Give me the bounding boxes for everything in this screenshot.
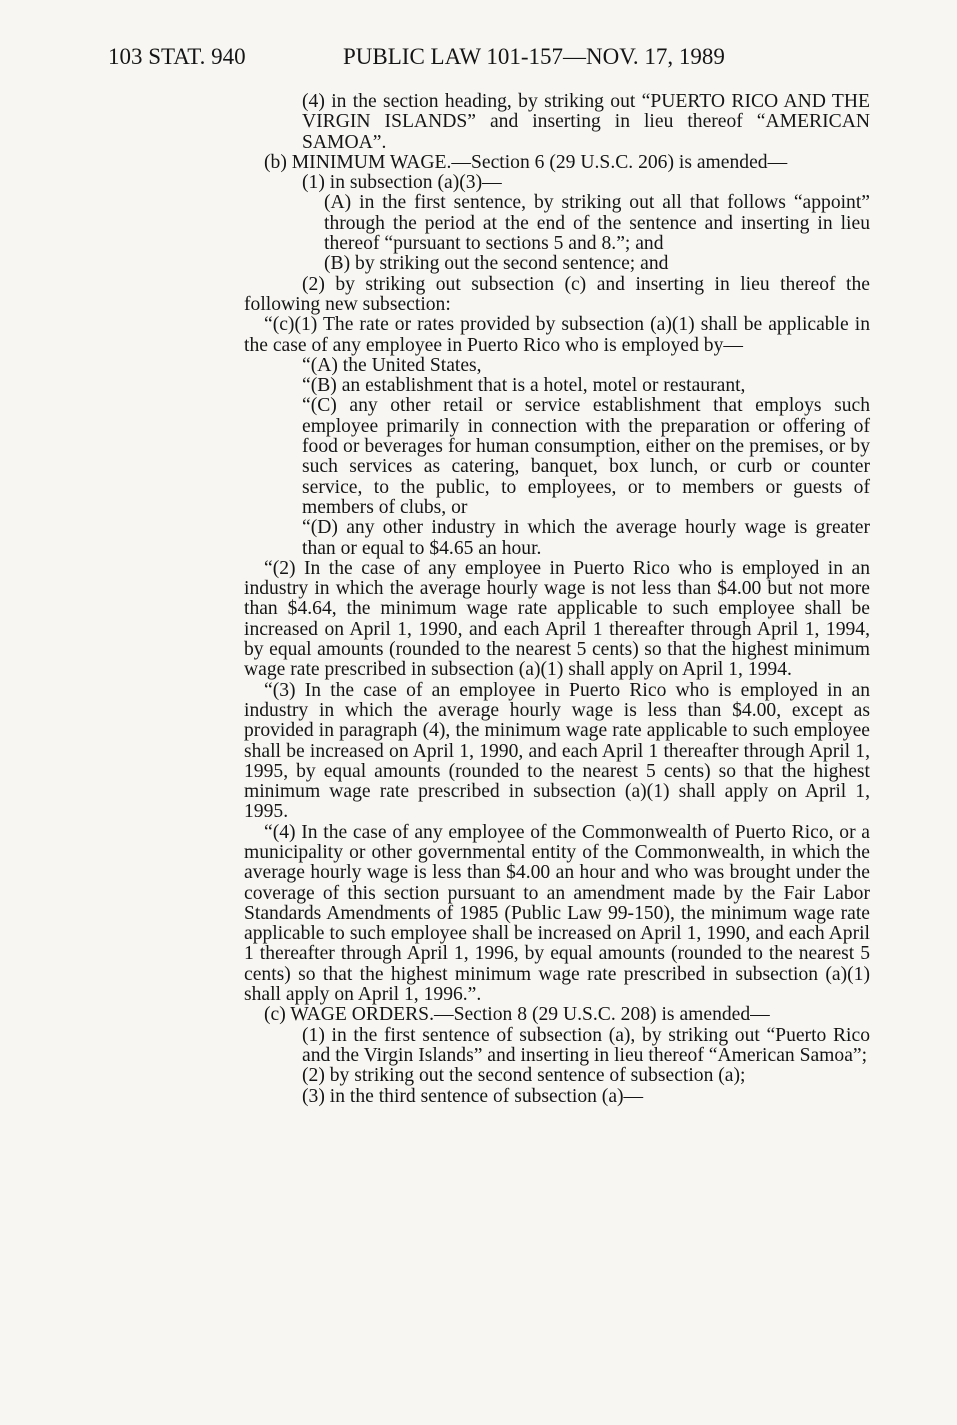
public-law-title: PUBLIC LAW 101-157—NOV. 17, 1989 <box>343 44 725 69</box>
paragraph-strike-subsection-c: (2) by striking out subsection (c) and inserting in lieu thereof the following new subsection: <box>244 273 870 315</box>
paragraph-subsection-a3: (1) in subsection (a)(3)— <box>302 172 502 194</box>
paragraph-c1: “(c)(1) The rate or rates provided by subsection (a)(1) shall be applicable in the case of any employee in Puerto Rico who is employed by— <box>244 314 870 356</box>
document-body <box>244 92 870 1107</box>
paragraph-wage-orders-2: (2) by striking out the second sentence of subsection (a); <box>302 1065 746 1087</box>
paragraph-item-B: (B) by striking out the second sentence; and <box>324 253 669 275</box>
paragraph-c1-D: “(D) any other industry in which the average hourly wage is greater than or equal to $4.65 an hour. <box>302 517 870 559</box>
paragraph-c2: “(2) In the case of any employee in Puerto Rico who is employed in an industry in which the average hourly wage is not less than $4.00 but not more than $4.64, the minimum wage rate applicable to such employee shall be increased on April 1, 1990, and each April 1 thereafter through April 1, 1994, by equal amounts (rounded to the nearest 5 cents) so that the highest minimum wage rate prescribed in subsection (a)(1) shall apply on April 1, 1994. <box>244 557 870 681</box>
paragraph-c4: “(4) In the case of any employee of the Commonwealth of Puerto Rico, or a municipality or other governmental entity of the Commonwealth, in which the average hourly wage is less than $4.00 an hour and who was brought under the coverage of this section pursuant to an amendment made by the Fair Labor Standards Amendments of 1985 (Public Law 99-150), the minimum wage rate applicable to such employee shall be increased on April 1, 1990, and each April 1 thereafter through April 1, 1996, by equal amounts (rounded to the nearest 5 cents) so that the highest minimum wage rate prescribed in subsection (a)(1) shall apply on April 1, 1996.”. <box>244 821 870 1006</box>
paragraph-c1-A: “(A) the United States, <box>302 354 482 376</box>
paragraph-item-A: (A) in the first sentence, by striking out all that follows “appoint” through the period at the end of the sentence and inserting in lieu thereof “pursuant to sections 5 and 8.”; and <box>324 192 870 255</box>
paragraph-section-heading: (4) in the section heading, by striking out “PUERTO RICO AND THE VIRGIN ISLANDS” and inserting in lieu thereof “AMERICAN SAMOA”. <box>302 91 870 153</box>
paragraph-wage-orders-1: (1) in the first sentence of subsection (a), by striking out “Puerto Rico and the Virgin Islands” and inserting in lieu thereof “American Samoa”; <box>302 1024 870 1066</box>
paragraph-c1-B: “(B) an establishment that is a hotel, motel or restaurant, <box>302 375 746 397</box>
paragraph-wage-orders-3: (3) in the third sentence of subsection (a)— <box>302 1085 644 1107</box>
page-header <box>0 44 957 72</box>
paragraph-minimum-wage-heading: (b) MINIMUM WAGE.—Section 6 (29 U.S.C. 206) is amended— <box>264 151 788 173</box>
paragraph-c3: “(3) In the case of an employee in Puerto Rico who is employed in an industry in which the average hourly wage is less than $4.00, except as provided in paragraph (4), the minimum wage rate applicable to such employee shall be increased on April 1, 1990, and each April 1 thereafter through April 1, 1995, by equal amounts (rounded to the nearest 5 cents) so that the highest minimum wage rate prescribed in subsection (a)(1) shall apply on April 1, 1995. <box>244 679 870 823</box>
paragraph-wage-orders-heading: (c) WAGE ORDERS.—Section 8 (29 U.S.C. 208) is amended— <box>264 1004 770 1026</box>
paragraph-c1-C: “(C) any other retail or service establishment that employs such employee primarily in connection with the preparation or offering of food or beverages for human consumption, either on the premises, or by such services as catering, banquet, box lunch, or curb or counter service, to the public, to employees, or to members or guests of members of clubs, or <box>302 395 870 518</box>
stat-citation: 103 STAT. 940 <box>108 44 246 69</box>
